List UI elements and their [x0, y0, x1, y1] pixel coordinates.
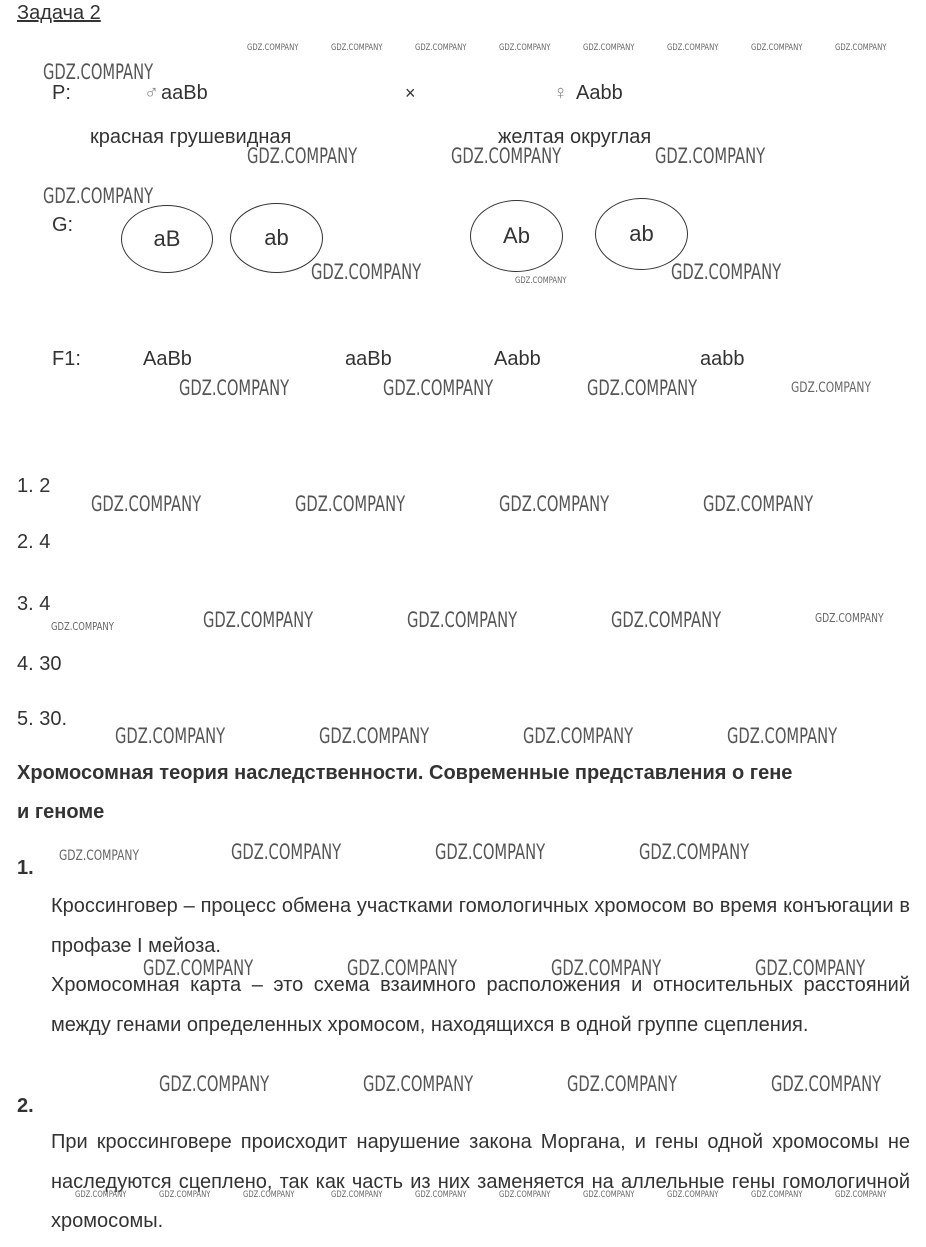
q1-paragraph-crossing-over: [51, 887, 910, 966]
watermark: GDZ.COMPANY: [815, 611, 884, 625]
gamete-oval: [121, 205, 213, 273]
watermark: GDZ.COMPANY: [51, 620, 114, 633]
f1-genotype: AaBb: [143, 348, 192, 370]
watermark: GDZ.COMPANY: [75, 1190, 127, 1200]
watermark: GDZ.COMPANY: [59, 848, 139, 864]
watermark: GDZ.COMPANY: [331, 43, 383, 53]
watermark: GDZ.COMPANY: [247, 43, 299, 53]
answer-item: 3. 4: [17, 593, 51, 615]
section-heading-line2: и геноме: [17, 801, 105, 823]
watermark: GDZ.COMPANY: [499, 43, 551, 53]
watermark: GDZ.COMPANY: [159, 1190, 211, 1200]
watermark: GDZ.COMPANY: [835, 1190, 887, 1200]
watermark: GDZ.COMPANY: [115, 724, 226, 748]
watermark: GDZ.COMPANY: [243, 1190, 295, 1200]
watermark: GDZ.COMPANY: [415, 43, 467, 53]
answer-item: 2. 4: [17, 531, 51, 553]
watermark: GDZ.COMPANY: [667, 1190, 719, 1200]
gamete-label: ab: [629, 221, 654, 246]
gametes-label: G:: [52, 214, 74, 236]
watermark: GDZ.COMPANY: [671, 260, 782, 284]
watermark: GDZ.COMPANY: [551, 956, 662, 980]
gamete-label: aB: [153, 226, 181, 251]
male-symbol: ♂: [144, 82, 159, 104]
watermark: GDZ.COMPANY: [159, 1072, 270, 1096]
watermark: GDZ.COMPANY: [667, 43, 719, 53]
watermark: GDZ.COMPANY: [347, 956, 458, 980]
answer-item: 1. 2: [17, 475, 51, 497]
watermark: GDZ.COMPANY: [655, 144, 766, 168]
male-phenotype: красная грушевидная: [90, 126, 292, 148]
watermark: GDZ.COMPANY: [727, 724, 838, 748]
term: Кроссинговер –: [51, 895, 195, 917]
watermark: GDZ.COMPANY: [751, 1190, 803, 1200]
gamete-label: Ab: [503, 223, 530, 248]
watermark: GDZ.COMPANY: [247, 144, 358, 168]
question-number: 2.: [17, 1095, 34, 1117]
watermark: GDZ.COMPANY: [611, 608, 722, 632]
f1-genotype: aabb: [700, 348, 745, 370]
watermark: GDZ.COMPANY: [835, 43, 887, 53]
watermark: GDZ.COMPANY: [407, 608, 518, 632]
watermark: GDZ.COMPANY: [583, 43, 635, 53]
watermark: GDZ.COMPANY: [203, 608, 314, 632]
watermark: GDZ.COMPANY: [43, 60, 154, 84]
watermark: GDZ.COMPANY: [383, 376, 494, 400]
p-label: P:: [52, 82, 71, 104]
watermark: GDZ.COMPANY: [363, 1072, 474, 1096]
definition: процесс обмена участками гомологичных хромосом во время конъюгации в профазе I мейоза.: [51, 895, 911, 957]
answer-item: 5. 30.: [17, 708, 68, 730]
q1-paragraph-chromosome-map: Хромосомная карта – это схема взаимного расположения и относительных расстояний между генами определенных хромосом, находящихся в одной группе сцепления.: [51, 974, 910, 1036]
watermark: GDZ.COMPANY: [771, 1072, 882, 1096]
watermark: GDZ.COMPANY: [751, 43, 803, 53]
female-symbol: ♀: [553, 82, 568, 104]
watermark: GDZ.COMPANY: [435, 840, 546, 864]
watermark: GDZ.COMPANY: [43, 184, 154, 208]
watermark: GDZ.COMPANY: [179, 376, 290, 400]
gamete-label: ab: [264, 225, 289, 250]
watermark: GDZ.COMPANY: [791, 380, 871, 396]
female-genotype: Aabb: [576, 82, 623, 104]
male-genotype: aaBb: [161, 82, 208, 104]
watermark: GDZ.COMPANY: [231, 840, 342, 864]
q2-paragraph: При кроссинговере происходит нарушение закона Моргана, и гены одной хромосомы не наследуются сцеплено, так как часть из них заменяется на аллельные гены гомологичной хромосомы.: [51, 1131, 910, 1232]
watermark: GDZ.COMPANY: [703, 492, 814, 516]
gamete-oval: [470, 200, 563, 272]
watermark: GDZ.COMPANY: [451, 144, 562, 168]
f1-label: F1:: [52, 348, 81, 370]
answer-item: 4. 30: [17, 653, 62, 675]
question-number: 1.: [17, 857, 34, 879]
watermark: GDZ.COMPANY: [639, 840, 750, 864]
watermark: GDZ.COMPANY: [91, 492, 202, 516]
watermark: GDZ.COMPANY: [415, 1190, 467, 1200]
watermark: GDZ.COMPANY: [583, 1190, 635, 1200]
section-heading-line1: Хромосомная теория наследственности. Современные представления о гене: [17, 762, 793, 784]
cross-symbol: ×: [405, 83, 416, 103]
watermark: GDZ.COMPANY: [499, 1190, 551, 1200]
watermark: GDZ.COMPANY: [143, 956, 254, 980]
watermark: GDZ.COMPANY: [515, 276, 567, 286]
female-phenotype: желтая округлая: [498, 126, 652, 148]
watermark: GDZ.COMPANY: [567, 1072, 678, 1096]
watermark: GDZ.COMPANY: [311, 260, 422, 284]
watermark: GDZ.COMPANY: [319, 724, 430, 748]
watermark: GDZ.COMPANY: [331, 1190, 383, 1200]
watermark: GDZ.COMPANY: [587, 376, 698, 400]
watermark: GDZ.COMPANY: [523, 724, 634, 748]
f1-genotype: aaBb: [345, 348, 392, 370]
watermark: GDZ.COMPANY: [295, 492, 406, 516]
watermark: GDZ.COMPANY: [755, 956, 866, 980]
gamete-oval: [230, 203, 323, 273]
f1-genotype: Aabb: [494, 348, 541, 370]
watermark: GDZ.COMPANY: [499, 492, 610, 516]
task-title: Задача 2: [17, 2, 101, 24]
